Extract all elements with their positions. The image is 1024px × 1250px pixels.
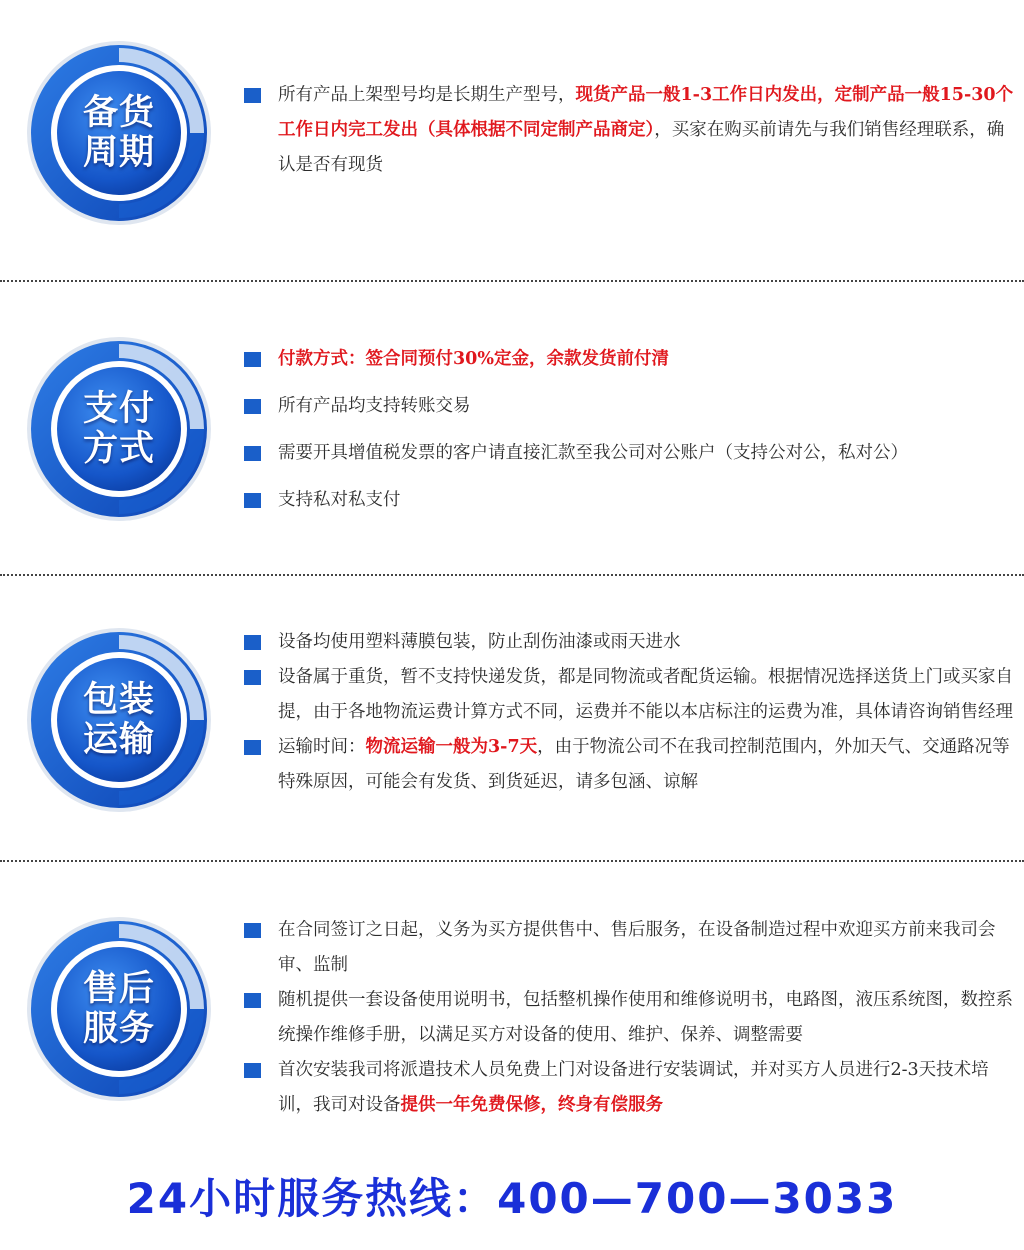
payment-method-list [244,342,1014,530]
body-text: 需要开具增值税发票的客户请直接汇款至我公司对公账户（支持公对公，私对公） [278,443,908,463]
highlight-text: 现货产品一般1-3工作日内发出，定制产品一般15-30个工作日内完工发出（具体根据不同定制产品商定） [278,85,1014,140]
highlight-text: 提供一年免费保修，终身有偿服务 [400,1095,663,1115]
list-item [244,625,1014,660]
list-item [244,483,1014,518]
dotted-divider [0,280,1024,282]
stock-cycle-list [244,78,1014,183]
list-item [244,730,1014,800]
dotted-divider [0,860,1024,862]
after-sales-list [244,913,1014,1123]
badge-title-line: 服务 [82,1009,155,1049]
body-text: ，由于物流公司不在我司控制范围内，外加天气、交通路况等特殊原因，可能会有发货、到货延迟，请多包涵、谅解 [278,737,1010,792]
list-item [244,1053,1014,1123]
badge-title-line: 方式 [82,429,155,469]
body-text: 首次安装我司将派遣技术人员免费上门对设备进行安装调试，并对买方人员进行2-3天技术培训，我司对设备 [278,1060,989,1115]
packaging-transport-list [244,625,1014,800]
body-text: 所有产品均支持转账交易 [278,396,471,416]
square-bullet-icon [244,923,261,938]
stock-cycle-badge [26,40,212,226]
body-text: 设备均使用塑料薄膜包装，防止刮伤油漆或雨天进水 [278,632,681,652]
list-item [244,436,1014,471]
list-item [244,389,1014,424]
square-bullet-icon [244,493,261,508]
after-sales-badge [26,916,212,1102]
payment-method-badge [26,336,212,522]
square-bullet-icon [244,399,261,414]
list-item [244,78,1014,183]
badge-title-line: 备货 [82,93,155,133]
list-item [244,660,1014,730]
highlight-text: 物流运输一般为3-7天 [365,737,538,757]
body-text: ，买家在购买前请先与我们销售经理联系，确认是否有现货 [278,120,1005,175]
badge-title-line: 周期 [82,133,155,173]
packaging-transport-badge [26,627,212,813]
badge-title-line: 支付 [82,389,155,429]
square-bullet-icon [244,1063,261,1078]
body-text: 支持私对私支付 [278,490,401,510]
list-item [244,913,1014,983]
list-item [244,342,1014,377]
square-bullet-icon [244,88,261,103]
body-text: 运输时间： [278,737,366,757]
square-bullet-icon [244,993,261,1008]
square-bullet-icon [244,352,261,367]
body-text: 所有产品上架型号均是长期生产型号， [278,85,576,105]
body-text: 设备属于重货，暂不支持快递发货，都是同物流或者配货运输。根据情况选择送货上门或买家自提，由于各地物流运费计算方式不同，运费并不能以本店标注的运费为准，具体请咨询销售经理 [278,667,1013,722]
list-item [244,983,1014,1053]
badge-title [26,336,212,522]
badge-title [26,40,212,226]
square-bullet-icon [244,670,261,685]
badge-title-line: 运输 [82,720,155,760]
square-bullet-icon [244,635,261,650]
dotted-divider [0,574,1024,576]
body-text: 随机提供一套设备使用说明书，包括整机操作使用和维修说明书，电路图，液压系统图，数控系统操作维修手册，以满足买方对设备的使用、维护、保养、调整需要 [278,990,1013,1045]
highlight-text: 付款方式：签合同预付30%定金，余款发货前付清 [278,349,669,369]
body-text: 在合同签订之日起，义务为买方提供售中、售后服务，在设备制造过程中欢迎买方前来我司会审、监制 [278,920,996,975]
badge-title [26,627,212,813]
square-bullet-icon [244,740,261,755]
badge-title-line: 包装 [82,680,155,720]
badge-title-line: 售后 [82,969,155,1009]
badge-title [26,916,212,1102]
square-bullet-icon [244,446,261,461]
hotline-text: 24小时服务热线：400—700—3033 [126,1174,898,1223]
